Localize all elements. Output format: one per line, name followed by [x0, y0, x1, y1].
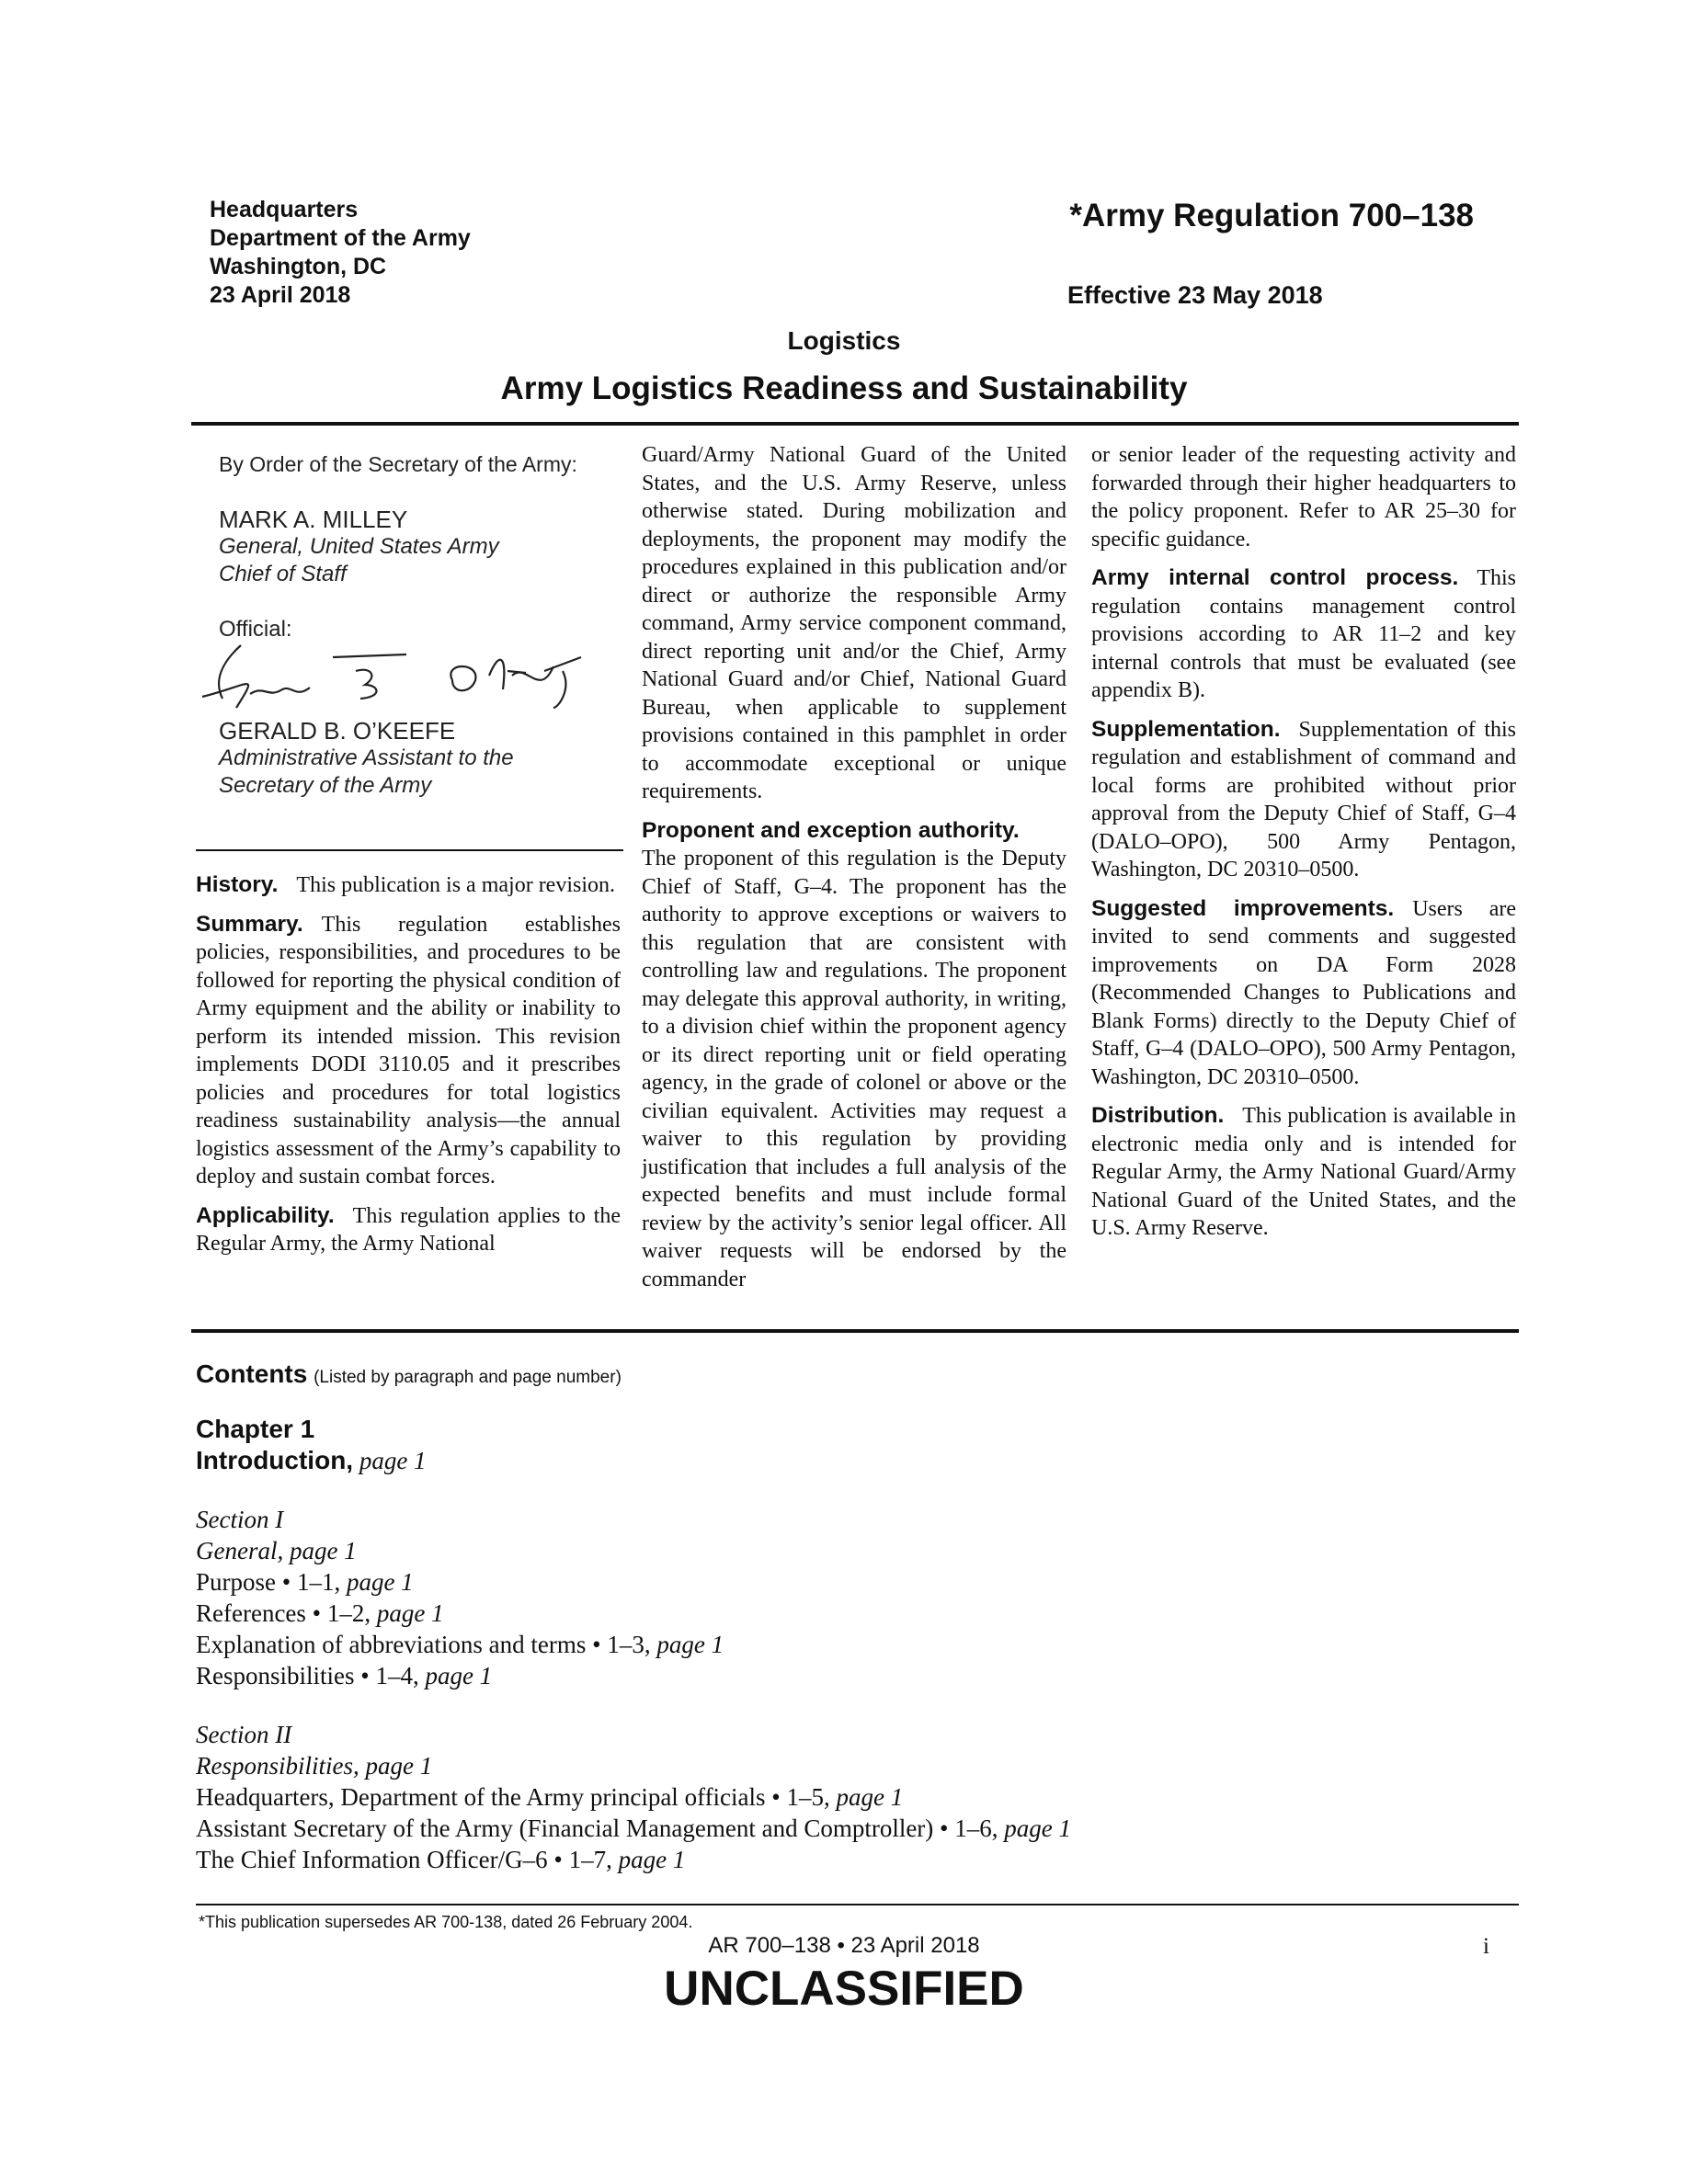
toc-entry[interactable] — [196, 1629, 1511, 1660]
internal-control-paragraph — [1091, 564, 1516, 705]
issuer-line: Washington, DC — [210, 254, 387, 279]
summary-column-2 — [642, 441, 1066, 1304]
toc-entry[interactable] — [196, 1844, 1511, 1875]
applicability-heading: Applicability. — [196, 1202, 335, 1228]
toc-entry-text: Purpose • 1–1, — [196, 1568, 341, 1596]
contents-note: (Listed by paragraph and page number) — [314, 1368, 622, 1387]
toc-entry-page: page 1 — [836, 1783, 904, 1811]
chapter-label: Chapter 1 — [196, 1415, 315, 1443]
applicability-text: This regulation applies to the Regular Army, the Army National — [196, 1203, 621, 1256]
administrative-assistant-title-cont: Secretary of the Army — [219, 773, 432, 798]
distribution-paragraph — [1091, 1102, 1516, 1243]
section-1-label: Section I — [196, 1506, 284, 1533]
toc-entry[interactable] — [196, 1813, 1511, 1844]
supplementation-text: Supplementation of this regulation and establishment of command and local forms are prohibited without prior approval from the Deputy Chief of Staff, G–4 (DALO–OPO), 500 Army Pentagon, Washington, DC 20310–0500. — [1091, 717, 1516, 882]
supplementation-heading: Supplementation. — [1091, 716, 1281, 742]
proponent-heading: Proponent and exception authority. — [642, 817, 1020, 843]
toc-entry-page: page 1 — [1004, 1814, 1071, 1842]
table-of-contents — [196, 1359, 1511, 1875]
toc-entry[interactable] — [196, 1566, 1511, 1598]
applicability-continued: Guard/Army National Guard of the United States, and the U.S. Army Reserve, unless otherwise stated. During mobilization and deployments, the proponent may modify the procedures explained in this publication and/or direct or authorize the responsible Army command, Army service component command, direct reporting unit and/or the Chief, Army National Guard and/or Chief, National Guard Bureau, when applicable to supplement provisions contained in this pamphlet in order to accommodate exceptional or unique requirements. — [642, 443, 1066, 803]
section-2-title[interactable]: Responsibilities, page 1 — [196, 1752, 433, 1780]
distribution-heading: Distribution. — [1091, 1103, 1225, 1128]
improvements-text: Users are invited to send comments and suggested improvements on DA Form 2028 (Recommended Changes to Publications and Blank Forms) directly to the Deputy Chief of Staff, G–4 (DALO–OPO), 500 Army Pentagon, Washington, DC 20310–0500. — [1091, 896, 1516, 1089]
toc-entry[interactable] — [196, 1781, 1511, 1813]
toc-entry-text: Headquarters, Department of the Army principal officials • 1–5, — [196, 1783, 830, 1811]
summary-column-1 — [196, 871, 621, 1269]
chapter-title: Introduction, — [196, 1446, 354, 1474]
internal-control-text: This regulation contains management control provisions according to AR 11–2 and key internal controls that must be evaluated (see appendix B). — [1091, 566, 1516, 702]
summary-heading: Summary. — [196, 911, 303, 937]
issue-date: 23 April 2018 — [210, 282, 351, 308]
subject-heading: Logistics — [787, 326, 901, 355]
toc-entry-page: page 1 — [346, 1568, 414, 1596]
chief-of-staff-position: Chief of Staff — [219, 562, 347, 586]
supplementation-paragraph — [1091, 716, 1516, 884]
summary-paragraph — [196, 911, 621, 1191]
toc-entry[interactable] — [196, 1660, 1511, 1691]
classification-marking: UNCLASSIFIED — [664, 1962, 1024, 2016]
proponent-paragraph — [642, 817, 1066, 1294]
contents-rule — [191, 1329, 1519, 1333]
chapter-page: page 1 — [359, 1447, 427, 1474]
section-2-label: Section II — [196, 1721, 292, 1748]
handwritten-signature — [195, 643, 618, 717]
title-rule — [191, 422, 1519, 426]
regulation-number: *Army Regulation 700–138 — [1069, 198, 1474, 233]
chief-of-staff-title: General, United States Army — [219, 534, 499, 559]
improvements-heading: Suggested improvements. — [1091, 895, 1395, 921]
toc-entry-text: Explanation of abbreviations and terms • 1–3, — [196, 1631, 651, 1658]
toc-entry-page: page 1 — [656, 1631, 724, 1658]
contents-heading-line — [196, 1359, 1511, 1393]
toc-entry-text: Assistant Secretary of the Army (Financial Management and Comptroller) • 1–6, — [196, 1814, 998, 1842]
summary-text: This regulation establishes policies, responsibilities, and procedures to be followed for reporting the physical condition of Army equipment and the ability or inability to perform its intended mission. This revision implements DODI 3110.05 and it prescribes policies and procedures for total logistics readiness sustainability analysis—the annual logistics assessment of the Army’s capability to deploy and sustain combat forces. — [196, 912, 621, 1189]
administrative-assistant-name: GERALD B. O’KEEFE — [219, 717, 456, 745]
proponent-continued: or senior leader of the requesting activity and forwarded through their higher headquarters to the policy proponent. Refer to AR 25–30 for specific guidance. — [1091, 443, 1516, 552]
distribution-text: This publication is available in electronic media only and is intended for Regular Army, the Army National Guard/Army National Guard of the United States, and the U.S. Army Reserve. — [1091, 1104, 1516, 1240]
signature-rule — [196, 849, 623, 851]
footer-document-id: AR 700–138 • 23 April 2018 — [708, 1933, 980, 1958]
footer-rule — [196, 1904, 1519, 1905]
toc-entry-page: page 1 — [618, 1846, 686, 1873]
chapter-title-line[interactable] — [196, 1445, 1511, 1476]
toc-entry-page: page 1 — [376, 1599, 444, 1627]
improvements-paragraph — [1091, 895, 1516, 1092]
signature-block — [219, 450, 623, 800]
proponent-text: The proponent of this regulation is the Deputy Chief of Staff, G–4. The proponent has the authority to approve exceptions or waivers to this regulation that are consistent with controlling law and regulations. The proponent may delegate this approval authority, in writing, to a division chief within the proponent agency or its direct reporting unit or field operating agency, in the grade of colonel or above or the civilian equivalent. Activities may request a waiver to this regulation by providing justification that includes a full analysis of the expected benefits and must include formal review by the activity’s senior legal officer. All waiver requests will be endorsed by the commander — [642, 847, 1066, 1291]
summary-column-3 — [1091, 441, 1516, 1254]
administrative-assistant-title: Administrative Assistant to the — [219, 745, 514, 770]
toc-entry[interactable] — [196, 1598, 1511, 1629]
toc-entry-text: The Chief Information Officer/G–6 • 1–7, — [196, 1846, 612, 1873]
official-label: Official: — [219, 617, 292, 642]
history-text: This publication is a major revision. — [296, 873, 616, 897]
toc-entry-text: References • 1–2, — [196, 1599, 371, 1627]
issuer-line: Headquarters — [210, 197, 359, 222]
effective-date: Effective 23 May 2018 — [1067, 281, 1323, 309]
by-order-line: By Order of the Secretary of the Army: — [219, 452, 577, 476]
toc-entry-text: Responsibilities • 1–4, — [196, 1662, 419, 1689]
section-1-title[interactable]: General, page 1 — [196, 1537, 357, 1564]
chief-of-staff-name: MARK A. MILLEY — [219, 506, 408, 533]
applicability-paragraph — [196, 1202, 621, 1258]
internal-control-heading: Army internal control process. — [1091, 565, 1459, 590]
supersedes-note: *This publication supersedes AR 700-138, dated 26 February 2004. — [199, 1913, 693, 1931]
toc-entry-page: page 1 — [425, 1662, 493, 1689]
history-heading: History. — [196, 872, 279, 897]
page-number: i — [1483, 1934, 1489, 1959]
contents-heading: Contents — [196, 1359, 308, 1388]
issuing-headquarters — [210, 196, 471, 310]
history-paragraph — [196, 871, 621, 900]
issuer-line: Department of the Army — [210, 225, 471, 251]
document-title: Army Logistics Readiness and Sustainability — [500, 370, 1188, 406]
